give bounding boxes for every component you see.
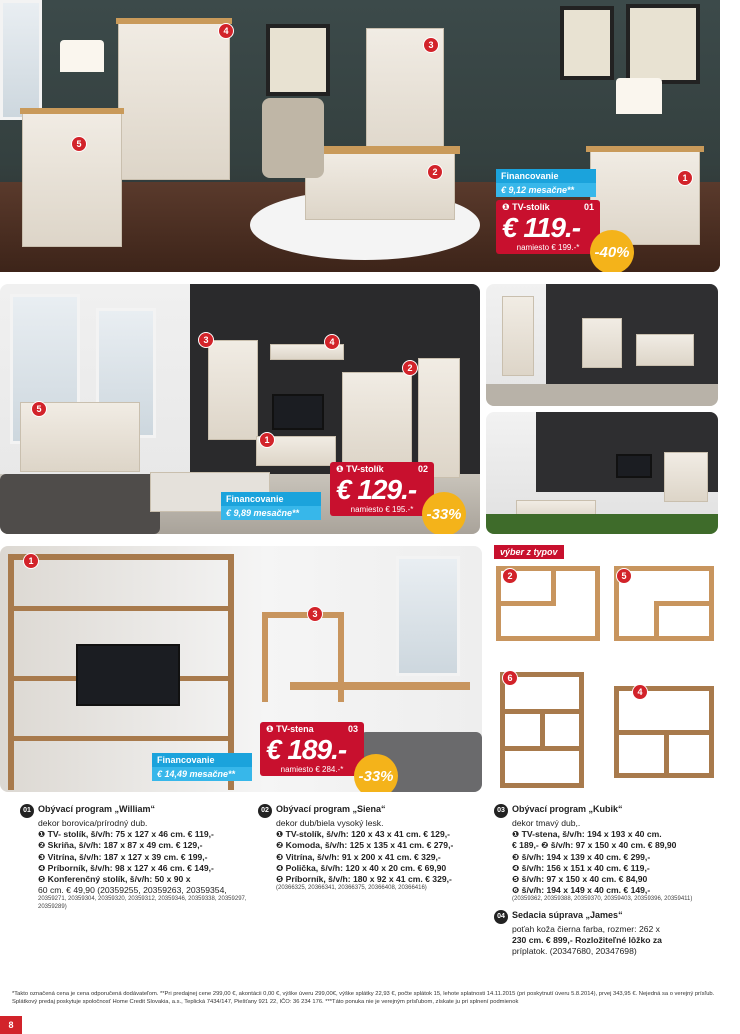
description-number: 03 bbox=[494, 804, 508, 818]
armchair bbox=[262, 98, 324, 178]
financing-title: Financovanie bbox=[152, 753, 252, 767]
price-box bbox=[496, 200, 600, 254]
shelf-board bbox=[551, 566, 556, 606]
description-line: ❹ Polička, š/v/h: 120 x 40 x 20 cm. € 69,90 bbox=[276, 862, 447, 873]
discount-badge: -40% bbox=[590, 230, 634, 272]
bookshelf bbox=[262, 612, 344, 618]
shelf-type-5 bbox=[614, 566, 714, 642]
shelf-board bbox=[654, 601, 714, 606]
window bbox=[0, 0, 42, 120]
tv-wall-frame bbox=[8, 554, 234, 560]
price-box bbox=[260, 722, 364, 776]
komoda bbox=[582, 318, 622, 368]
description-codes: (20359362, 20359388, 20359370, 20359403, 20359396, 20359411) bbox=[512, 896, 693, 903]
item-badge: 4 bbox=[324, 334, 340, 350]
description-line: poťah koža čierna farba, rozmer: 262 x bbox=[512, 923, 660, 934]
financing-box bbox=[496, 169, 596, 197]
lamp bbox=[60, 40, 104, 72]
shelf-board bbox=[496, 566, 501, 641]
description-line: € 189,- ❷ š/v/h: 97 x 150 x 40 cm. € 89,90 bbox=[512, 840, 677, 851]
description-codes: (20366325, 20366341, 20366375, 20366408, 20366416) bbox=[276, 885, 427, 892]
price-value: € 129.- bbox=[336, 474, 417, 505]
floor bbox=[486, 514, 718, 534]
description-line: ❸ Vitrína, š/v/h: 91 x 200 x 41 cm. € 329,- bbox=[276, 851, 441, 862]
item-badge: 3 bbox=[198, 332, 214, 348]
shelf-board bbox=[614, 686, 714, 691]
description-siena bbox=[258, 804, 490, 893]
item-badge: 6 bbox=[502, 670, 518, 686]
frame-picture bbox=[560, 6, 614, 80]
tv-stand-top bbox=[586, 146, 704, 152]
shelf-board bbox=[709, 566, 714, 641]
photo-siena-detail-bottom bbox=[486, 412, 718, 534]
sideboard bbox=[22, 112, 122, 247]
price-old: namiesto € 195.-* bbox=[350, 505, 414, 514]
description-title: Obývací program „Siena“ bbox=[276, 804, 386, 814]
item-badge: 5 bbox=[616, 568, 632, 584]
description-kubik bbox=[494, 804, 724, 958]
komoda bbox=[342, 372, 412, 468]
description-line: ❸ š/v/h: 194 x 139 x 40 cm. € 299,- bbox=[512, 851, 651, 862]
price-code: 02 bbox=[417, 464, 428, 474]
item-badge: 1 bbox=[23, 553, 39, 569]
description-line: ❶ TV- stolík, š/v/h: 75 x 127 x 46 cm. € 119,- bbox=[38, 829, 214, 840]
vitrine bbox=[502, 296, 534, 376]
vitrine-right bbox=[418, 358, 460, 478]
item-badge: 3 bbox=[307, 606, 323, 622]
description-william bbox=[20, 804, 248, 911]
description-line: ❻ š/v/h: 194 x 149 x 40 cm. € 149,- bbox=[512, 885, 651, 896]
description-line: ❹ Príborník, š/v/h: 98 x 127 x 46 cm. € 149,- bbox=[38, 862, 214, 873]
price-label: ❶ TV-stolík bbox=[502, 202, 550, 212]
tv bbox=[76, 644, 180, 706]
description-codes: 20359271, 20359304, 20359320, 20359312, 20359346, 20359338, 20359297, 20359289) bbox=[38, 896, 247, 910]
shelf-type-4 bbox=[614, 686, 714, 778]
financing-rate: € 9,12 mesačne** bbox=[496, 183, 596, 197]
discount-badge: -33% bbox=[354, 754, 398, 792]
price-code: 03 bbox=[347, 724, 358, 734]
description-line: ❷ Skriňa, š/v/h: 187 x 87 x 49 cm. € 129,- bbox=[38, 840, 203, 851]
tv bbox=[272, 394, 324, 430]
financing-box bbox=[152, 753, 252, 781]
tv-wall-left bbox=[8, 554, 14, 790]
tv bbox=[616, 454, 652, 478]
shelf-board bbox=[500, 672, 505, 788]
item-badge: 5 bbox=[31, 401, 47, 417]
tv-wall-shelf bbox=[8, 606, 234, 611]
shelf-board bbox=[500, 783, 584, 788]
financing-rate: € 14,49 mesačne** bbox=[152, 767, 252, 781]
financing-title: Financovanie bbox=[221, 492, 321, 506]
bookshelf bbox=[262, 612, 268, 702]
tv-wall-shelf bbox=[8, 736, 234, 741]
description-line: ❹ š/v/h: 156 x 151 x 40 cm. € 119,- bbox=[512, 862, 650, 873]
price-old: namiesto € 284.-* bbox=[280, 765, 344, 774]
page-number: 8 bbox=[0, 1016, 22, 1034]
price-box bbox=[330, 462, 434, 516]
description-line: ❷ Komoda, š/v/h: 125 x 135 x 41 cm. € 279,- bbox=[276, 840, 454, 851]
coffee-table-top bbox=[300, 146, 460, 154]
shelf-board bbox=[614, 686, 619, 778]
description-number: 02 bbox=[258, 804, 272, 818]
description-line: dekor tmavý dub,. bbox=[512, 818, 581, 828]
description-line: ❶ TV-stena, š/v/h: 194 x 193 x 40 cm. bbox=[512, 829, 662, 840]
item-badge: 5 bbox=[71, 136, 87, 152]
description-line: dekor borovica/prírodný dub. bbox=[38, 818, 148, 828]
price-old: namiesto € 199.-* bbox=[516, 243, 580, 252]
shelf-board bbox=[595, 566, 600, 641]
frame-picture bbox=[266, 24, 330, 96]
sideboard-top bbox=[20, 108, 124, 114]
item-badge: 1 bbox=[677, 170, 693, 186]
choice-tag: výber z typov bbox=[494, 545, 564, 559]
price-value: € 189.- bbox=[266, 734, 347, 765]
description-line: ❶ TV-stolík, š/v/h: 120 x 43 x 41 cm. € 129,- bbox=[276, 829, 450, 840]
item-badge: 4 bbox=[632, 684, 648, 700]
komoda bbox=[664, 452, 708, 502]
discount-badge: -33% bbox=[422, 492, 466, 534]
shelf-board bbox=[540, 709, 545, 751]
window bbox=[396, 556, 460, 676]
financing-rate: € 9,89 mesačne** bbox=[221, 506, 321, 520]
description-line: príplatok. (20347680, 20347698) bbox=[512, 946, 637, 957]
sofa bbox=[0, 474, 160, 534]
description-title: Sedacia súprava „James“ bbox=[512, 909, 623, 920]
frame-picture bbox=[626, 4, 700, 84]
photo-siena-detail-top bbox=[486, 284, 718, 406]
item-badge: 4 bbox=[218, 23, 234, 39]
description-number: 04 bbox=[494, 910, 508, 924]
item-badge: 2 bbox=[502, 568, 518, 584]
shelf-board bbox=[654, 601, 659, 641]
footnote: *Takto označená cena je cena odporučená dodávateľom. **Pri predajnej cene 299,00 €, akontácii 0,00 €, výške úveru 299,00€, výške splátky 22,93 €, počte splátok 15, lehote splatnosti 14.11.2015 (pri poskytnutí úveru 5.8.2014), prvej 343,95 €. Nejedná sa o verejný prísľub. Splátkový predaj poskytuje spoločnosť Home Credit Slovakia, a.s., Teplická 7434/147, Piešťany 921 22, IČO: 36 234 176. ***Táto ponuka nie je verejným prísľubom, získate ju pri splnení podmienok bbox=[12, 991, 715, 1005]
vitrine-top bbox=[116, 18, 232, 24]
price-label: ❶ TV-stena bbox=[266, 724, 314, 734]
dining-table bbox=[290, 682, 470, 690]
shelf-board bbox=[496, 636, 600, 641]
description-title: Obývací program „William“ bbox=[38, 804, 155, 814]
vitrine bbox=[208, 340, 258, 440]
item-badge: 3 bbox=[423, 37, 439, 53]
description-line: dekor dub/biela vysoký lesk. bbox=[276, 818, 384, 828]
financing-title: Financovanie bbox=[496, 169, 596, 183]
photo-kubik-living-room bbox=[0, 546, 482, 792]
shelf-board bbox=[579, 672, 584, 788]
price-value: € 119.- bbox=[502, 212, 581, 243]
description-title: Obývací program „Kubik“ bbox=[512, 804, 623, 814]
price-code: 01 bbox=[583, 202, 594, 212]
price-label: ❶ TV-stolík bbox=[336, 464, 384, 474]
description-line: ❺ Konferenčný stolík, š/v/h: 50 x 90 x bbox=[38, 874, 191, 885]
shelf-type-6 bbox=[500, 672, 584, 788]
description-line: 60 cm. € 49,90 (20359255, 20359263, 20359354, bbox=[38, 885, 227, 896]
shelf-type-2 bbox=[496, 566, 600, 642]
item-badge: 1 bbox=[259, 432, 275, 448]
photo-william-living-room bbox=[0, 0, 720, 272]
description-line: ❺ š/v/h: 97 x 150 x 40 cm. € 84,90 bbox=[512, 874, 648, 885]
shelf-board bbox=[664, 730, 669, 778]
lamp bbox=[616, 78, 662, 114]
shelf-board bbox=[709, 686, 714, 778]
coffee-table bbox=[305, 150, 455, 220]
financing-box bbox=[221, 492, 321, 520]
description-line: 230 cm. € 899,- Rozložiteľné lôžko za bbox=[512, 935, 662, 946]
shelf-board bbox=[496, 601, 556, 606]
description-number: 01 bbox=[20, 804, 34, 818]
description-line: ❸ Vitrína, š/v/h: 187 x 127 x 39 cm. € 199,- bbox=[38, 851, 208, 862]
floor bbox=[486, 384, 718, 406]
description-line: ❺ Príborník, š/v/h: 180 x 92 x 41 cm. € 329,- bbox=[276, 874, 452, 885]
vitrine bbox=[118, 20, 230, 180]
shelf-board bbox=[614, 636, 714, 641]
sideboard bbox=[636, 334, 694, 366]
item-badge: 2 bbox=[402, 360, 418, 376]
item-badge: 2 bbox=[427, 164, 443, 180]
photo-siena-living-room bbox=[0, 284, 480, 534]
